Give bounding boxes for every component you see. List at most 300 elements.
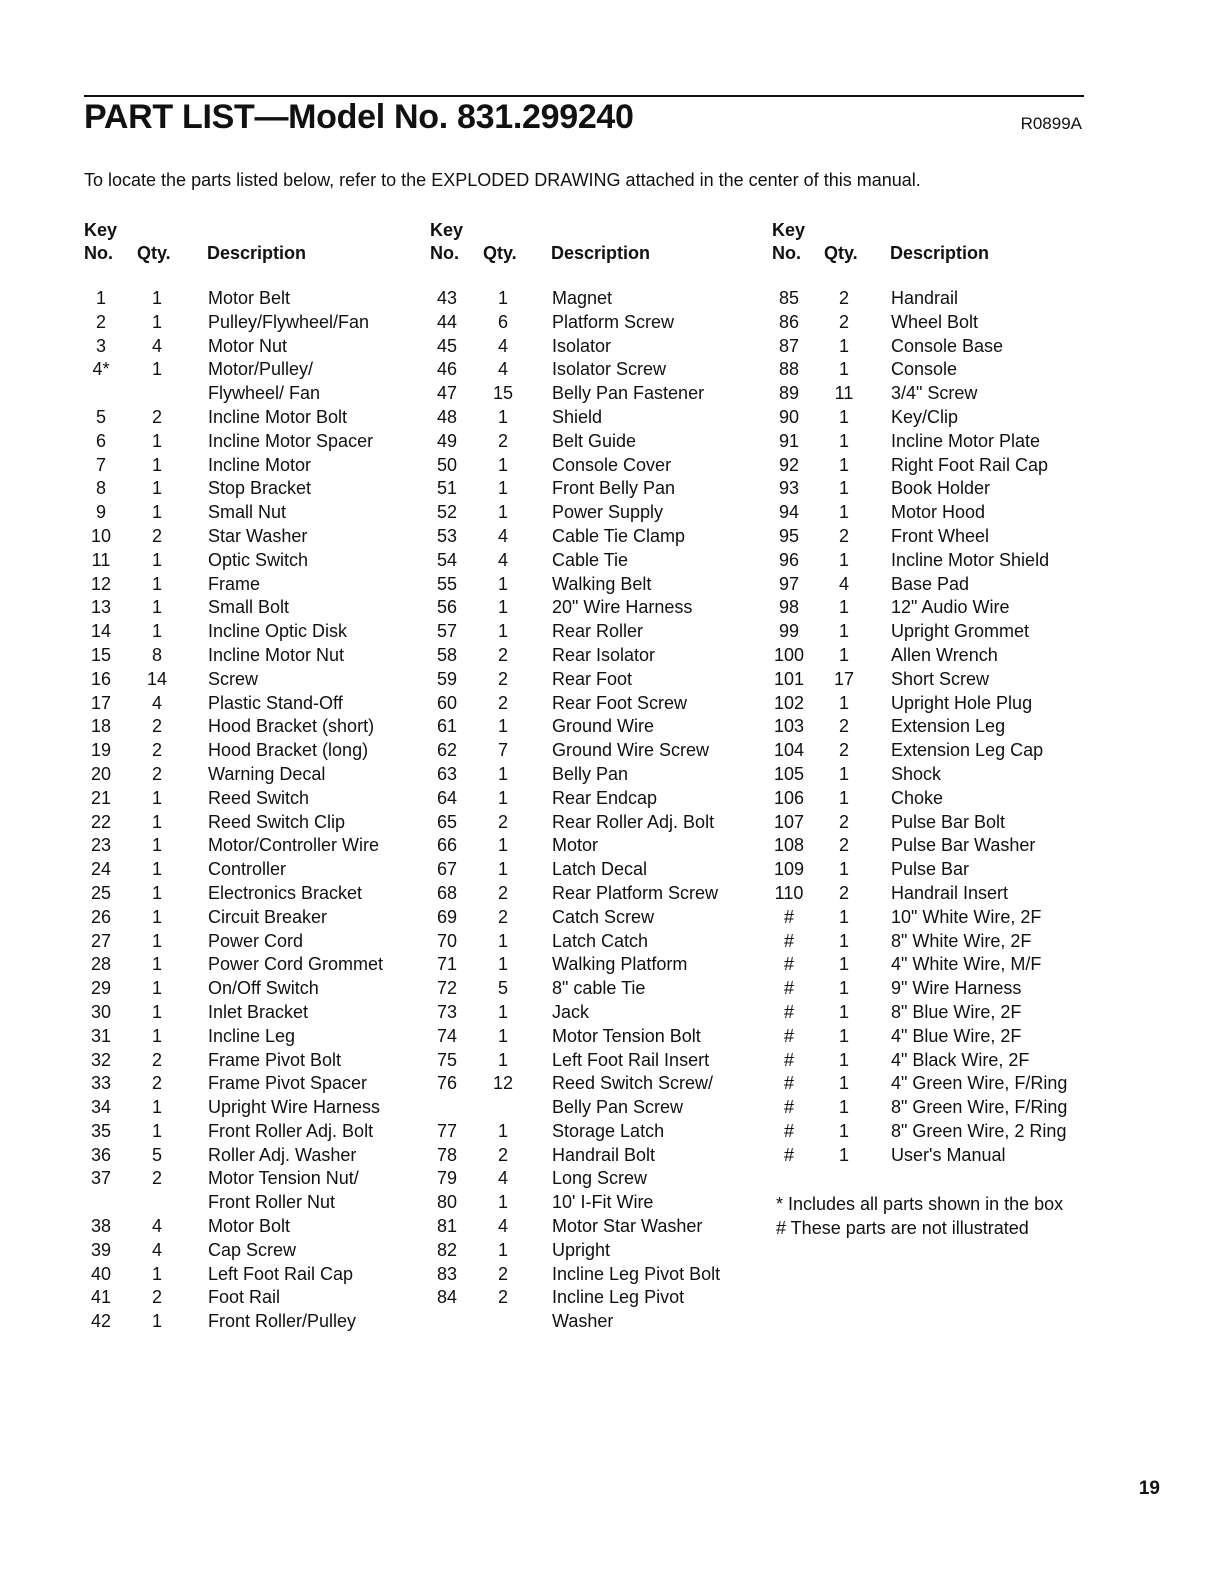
part-qty: 1 (838, 1073, 849, 1094)
part-key-number: 53 (436, 525, 458, 546)
part-qty: 1 (838, 502, 849, 523)
part-key-number: 48 (436, 406, 458, 427)
part-qty: 1 (151, 311, 162, 332)
part-description: Flywheel/ Fan (208, 383, 321, 404)
part-qty: 1 (497, 621, 508, 642)
part-qty: 4 (497, 1168, 508, 1189)
part-description: Power Cord Grommet (208, 954, 384, 975)
part-key-number: 40 (90, 1263, 112, 1284)
part-qty: 1 (497, 1049, 508, 1070)
part-description: Washer (552, 1311, 614, 1332)
part-key-number: 23 (90, 835, 112, 856)
part-key-number: 31 (90, 1025, 112, 1046)
part-key-number: # (783, 1025, 794, 1046)
part-qty: 1 (497, 478, 508, 499)
part-description: Incline Leg Pivot (552, 1287, 685, 1308)
part-key-number: 74 (436, 1025, 458, 1046)
part-key-number: # (783, 954, 794, 975)
part-description: Optic Switch (208, 549, 309, 570)
part-description: 3/4" Screw (891, 383, 978, 404)
part-qty: 2 (838, 716, 849, 737)
part-description: Small Bolt (208, 597, 290, 618)
part-key-number: 69 (436, 906, 458, 927)
part-qty: 4 (497, 335, 508, 356)
part-key-number: 95 (778, 525, 800, 546)
part-description: Motor Tension Bolt (552, 1025, 701, 1046)
part-qty: 2 (838, 311, 849, 332)
part-description: 4" Green Wire, F/Ring (891, 1073, 1068, 1094)
part-key-number: 19 (90, 740, 112, 761)
part-qty: 1 (497, 859, 508, 880)
part-key-number: 33 (90, 1073, 112, 1094)
part-key-number: 96 (778, 549, 800, 570)
part-description: Handrail Insert (891, 882, 1009, 903)
part-key-number: 30 (90, 1001, 112, 1022)
part-qty: 1 (151, 906, 162, 927)
part-qty: 1 (838, 859, 849, 880)
part-qty: 1 (151, 811, 162, 832)
part-key-number: 6 (95, 430, 106, 451)
part-key-number: 44 (436, 311, 458, 332)
part-description: Circuit Breaker (208, 906, 328, 927)
part-key-number: 28 (90, 954, 112, 975)
part-key-number: 70 (436, 930, 458, 951)
part-description: Catch Screw (552, 906, 655, 927)
part-qty: 4 (838, 573, 849, 594)
part-qty: 1 (151, 573, 162, 594)
header-qty: Qty. (137, 243, 171, 263)
part-description: Small Nut (208, 502, 287, 523)
part-qty: 1 (497, 787, 508, 808)
part-qty: 4 (151, 1216, 162, 1237)
part-qty: 2 (838, 525, 849, 546)
part-key-number: 100 (773, 644, 805, 665)
part-qty: 1 (497, 1192, 508, 1213)
part-key-number: # (783, 930, 794, 951)
part-key-number: 77 (436, 1120, 458, 1141)
part-description: Motor Tension Nut/ (208, 1168, 359, 1189)
part-description: Key/Clip (891, 406, 959, 427)
part-description: Rear Endcap (552, 787, 658, 808)
part-description: Base Pad (891, 573, 970, 594)
part-key-number: 8 (95, 478, 106, 499)
part-key-number: 42 (90, 1311, 112, 1332)
part-description: 20" Wire Harness (552, 597, 693, 618)
part-qty: 1 (151, 954, 162, 975)
footnote-asterisk: * Includes all parts shown in the box (776, 1194, 1064, 1214)
part-key-number: 24 (90, 859, 112, 880)
part-qty: 1 (151, 1025, 162, 1046)
part-description: Incline Motor Shield (891, 549, 1050, 570)
part-description: Belt Guide (552, 430, 637, 451)
part-description: Motor Hood (891, 502, 986, 523)
part-qty: 2 (497, 430, 508, 451)
part-description: Shield (552, 406, 603, 427)
part-description: Front Belly Pan (552, 478, 676, 499)
part-description: Magnet (552, 288, 613, 308)
part-key-number: 85 (778, 288, 800, 308)
part-qty: 5 (151, 1144, 162, 1165)
part-qty: 1 (838, 930, 849, 951)
part-qty: 2 (497, 668, 508, 689)
part-key-number: 46 (436, 359, 458, 380)
part-qty: 4 (151, 1239, 162, 1260)
part-description: Latch Catch (552, 930, 649, 951)
part-description: Latch Decal (552, 859, 648, 880)
part-key-number: 107 (773, 811, 805, 832)
part-qty: 1 (151, 930, 162, 951)
part-description: Rear Roller (552, 621, 644, 642)
part-key-number: 98 (778, 597, 800, 618)
part-description: Reed Switch (208, 787, 310, 808)
part-description: Left Foot Rail Insert (552, 1049, 710, 1070)
part-qty: 1 (497, 406, 508, 427)
part-key-number: 89 (778, 383, 800, 404)
part-qty: 1 (838, 1144, 849, 1165)
part-key-number: 92 (778, 454, 800, 475)
part-key-number: 72 (436, 978, 458, 999)
header-key: Key (772, 220, 806, 240)
part-key-number: 102 (773, 692, 805, 713)
part-description: Ground Wire Screw (552, 740, 710, 761)
part-description: Frame (208, 573, 261, 594)
part-qty: 2 (151, 1073, 162, 1094)
part-description: 8" Green Wire, F/Ring (891, 1097, 1068, 1118)
part-key-number: 71 (436, 954, 458, 975)
part-key-number: 73 (436, 1001, 458, 1022)
part-qty: 1 (838, 621, 849, 642)
part-key-number: 14 (90, 621, 112, 642)
part-key-number: 63 (436, 763, 458, 784)
part-qty: 1 (151, 502, 162, 523)
part-description: Right Foot Rail Cap (891, 454, 1049, 475)
part-description: Belly Pan Fastener (552, 383, 705, 404)
part-key-number: 7 (95, 454, 106, 475)
part-qty: 2 (151, 763, 162, 784)
part-key-number: 11 (91, 549, 111, 570)
part-key-number: 101 (773, 668, 805, 689)
part-key-number: 105 (773, 763, 805, 784)
part-description: 12" Audio Wire (891, 597, 1010, 618)
part-key-number: 87 (778, 335, 800, 356)
part-key-number: 82 (436, 1239, 458, 1260)
part-key-number: 26 (90, 906, 112, 927)
part-description: Handrail (891, 288, 959, 308)
part-description: Frame Pivot Bolt (208, 1049, 342, 1070)
part-description: Short Screw (891, 668, 990, 689)
part-qty: 2 (838, 288, 849, 308)
part-qty: 4 (497, 525, 508, 546)
part-description: Star Washer (208, 525, 308, 546)
part-qty: 1 (838, 644, 849, 665)
part-key-number: 93 (778, 478, 800, 499)
part-qty: 4 (151, 335, 162, 356)
part-description: Upright Hole Plug (891, 692, 1033, 713)
page-title: PART LIST—Model No. 831.299240 (84, 98, 634, 136)
part-key-number: 65 (436, 811, 458, 832)
part-qty: 1 (497, 454, 508, 475)
part-key-number: # (783, 1049, 794, 1070)
part-qty: 1 (497, 930, 508, 951)
part-description: Inlet Bracket (208, 1001, 309, 1022)
part-qty: 1 (497, 716, 508, 737)
part-qty: 2 (151, 716, 162, 737)
part-description: Motor Nut (208, 335, 288, 356)
part-description: Controller (208, 859, 287, 880)
part-key-number: 12 (90, 573, 112, 594)
part-key-number: 16 (90, 668, 112, 689)
part-description: Incline Motor (208, 454, 312, 475)
part-key-number: 38 (90, 1216, 112, 1237)
part-description: Motor Belt (208, 288, 291, 308)
part-key-number: 64 (436, 787, 458, 808)
part-key-number: 4* (92, 359, 110, 380)
part-description: Frame Pivot Spacer (208, 1073, 368, 1094)
part-qty: 4 (497, 1216, 508, 1237)
part-description: Power Cord (208, 930, 304, 951)
part-qty: 1 (151, 454, 162, 475)
part-qty: 7 (497, 740, 508, 761)
part-key-number: # (783, 1120, 794, 1141)
part-key-number: 25 (90, 882, 112, 903)
part-description: Belly Pan Screw (552, 1097, 684, 1118)
part-description: 8" cable Tie (552, 978, 646, 999)
part-qty: 1 (497, 597, 508, 618)
part-description: Incline Motor Bolt (208, 406, 348, 427)
part-qty: 1 (151, 859, 162, 880)
part-qty: 1 (838, 1025, 849, 1046)
part-description: 9" Wire Harness (891, 978, 1022, 999)
part-qty: 1 (497, 763, 508, 784)
part-description: Rear Roller Adj. Bolt (552, 811, 715, 832)
part-description: Pulse Bar Washer (891, 835, 1036, 856)
part-description: Screw (208, 668, 259, 689)
part-qty: 1 (497, 288, 508, 308)
part-key-number: 58 (436, 644, 458, 665)
part-key-number: 29 (90, 978, 112, 999)
part-key-number: 108 (773, 835, 805, 856)
part-qty: 1 (838, 978, 849, 999)
part-description: Pulse Bar Bolt (891, 811, 1006, 832)
part-description: Pulse Bar (891, 859, 970, 880)
part-qty: 1 (838, 335, 849, 356)
part-description: Extension Leg (891, 716, 1006, 737)
part-description: Plastic Stand-Off (208, 692, 343, 713)
part-key-number: 103 (773, 716, 805, 737)
part-key-number: 50 (436, 454, 458, 475)
part-key-number: 66 (436, 835, 458, 856)
header-description: Description (207, 243, 307, 263)
part-key-number: 45 (436, 335, 458, 356)
part-description: Pulley/Flywheel/Fan (208, 311, 370, 332)
part-qty: 1 (151, 288, 162, 308)
header-description: Description (551, 243, 651, 263)
part-qty: 2 (838, 740, 849, 761)
part-description: Storage Latch (552, 1120, 665, 1141)
part-qty: 1 (838, 430, 849, 451)
part-key-number: 37 (90, 1168, 112, 1189)
part-key-number: 81 (436, 1216, 458, 1237)
part-qty: 2 (497, 1144, 508, 1165)
part-key-number: 27 (90, 930, 112, 951)
part-description: Incline Leg (208, 1025, 296, 1046)
part-qty: 12 (492, 1073, 514, 1094)
part-key-number: 78 (436, 1144, 458, 1165)
part-qty: 2 (151, 1168, 162, 1189)
part-description: Upright Wire Harness (208, 1097, 381, 1118)
part-description: Console Cover (552, 454, 672, 475)
part-key-number: 97 (778, 573, 800, 594)
part-description: Motor/Pulley/ (208, 359, 314, 380)
part-description: 4" White Wire, M/F (891, 954, 1042, 975)
part-description: 4" Black Wire, 2F (891, 1049, 1030, 1070)
part-description: Rear Foot (552, 668, 633, 689)
part-description: Warning Decal (208, 763, 326, 784)
part-key-number: 21 (90, 787, 112, 808)
part-description: Cap Screw (208, 1239, 297, 1260)
part-key-number: # (783, 1144, 794, 1165)
part-qty: 1 (151, 1120, 162, 1141)
part-key-number: 83 (436, 1263, 458, 1284)
part-qty: 1 (838, 692, 849, 713)
part-qty: 1 (151, 430, 162, 451)
header-qty: Qty. (824, 243, 858, 263)
part-qty: 1 (838, 906, 849, 927)
part-qty: 4 (151, 692, 162, 713)
part-description: Front Roller Adj. Bolt (208, 1120, 374, 1141)
part-qty: 2 (838, 882, 849, 903)
part-description: Foot Rail (208, 1287, 281, 1308)
part-qty: 1 (151, 621, 162, 642)
part-key-number: 18 (90, 716, 112, 737)
part-qty: 2 (497, 1287, 508, 1308)
part-key-number: 20 (90, 763, 112, 784)
part-description: Jack (552, 1001, 590, 1022)
part-description: Cable Tie Clamp (552, 525, 686, 546)
part-description: User's Manual (891, 1144, 1006, 1165)
part-description: Reed Switch Clip (208, 811, 346, 832)
part-description: Console Base (891, 335, 1004, 356)
part-key-number: 110 (774, 882, 804, 903)
part-key-number: 80 (436, 1192, 458, 1213)
part-key-number: # (783, 1097, 794, 1118)
part-qty: 1 (151, 1263, 162, 1284)
part-description: Incline Motor Spacer (208, 430, 374, 451)
part-key-number: 104 (773, 740, 805, 761)
part-description: 8" Blue Wire, 2F (891, 1001, 1022, 1022)
part-qty: 1 (838, 1001, 849, 1022)
part-qty: 2 (151, 1049, 162, 1070)
part-key-number: 2 (95, 311, 106, 332)
part-description: 8" White Wire, 2F (891, 930, 1032, 951)
part-qty: 2 (497, 882, 508, 903)
part-description: Allen Wrench (891, 644, 998, 665)
part-key-number: 10 (90, 525, 112, 546)
part-key-number: 84 (436, 1287, 458, 1308)
part-description: Shock (891, 763, 942, 784)
part-description: Long Screw (552, 1168, 648, 1189)
part-key-number: 5 (95, 406, 106, 427)
part-key-number: 22 (90, 811, 112, 832)
part-qty: 1 (151, 597, 162, 618)
part-qty: 1 (151, 978, 162, 999)
part-qty: 1 (151, 359, 162, 380)
part-key-number: 57 (436, 621, 458, 642)
part-key-number: 88 (778, 359, 800, 380)
part-key-number: # (783, 1073, 794, 1094)
part-description: Left Foot Rail Cap (208, 1263, 354, 1284)
part-key-number: 62 (436, 740, 458, 761)
part-description: Handrail Bolt (552, 1144, 656, 1165)
part-qty: 14 (146, 668, 168, 689)
part-qty: 1 (838, 1049, 849, 1070)
part-key-number: # (783, 1001, 794, 1022)
part-key-number: # (783, 978, 794, 999)
part-key-number: 59 (436, 668, 458, 689)
part-qty: 1 (838, 359, 849, 380)
part-qty: 2 (497, 644, 508, 665)
part-qty: 1 (497, 502, 508, 523)
intro-text: To locate the parts listed below, refer to the EXPLODED DRAWING attached in the center of this manual. (84, 170, 921, 190)
part-key-number: 13 (90, 597, 112, 618)
part-description: Rear Platform Screw (552, 882, 719, 903)
header-no: No. (430, 243, 459, 263)
part-key-number: 43 (436, 288, 458, 308)
part-description: Isolator Screw (552, 359, 667, 380)
part-description: 8" Green Wire, 2 Ring (891, 1120, 1067, 1141)
part-key-number: 51 (436, 478, 458, 499)
part-description: On/Off Switch (208, 978, 319, 999)
part-description: Platform Screw (552, 311, 675, 332)
part-description: Electronics Bracket (208, 882, 363, 903)
part-qty: 6 (497, 311, 508, 332)
part-description: Choke (891, 787, 944, 808)
header-qty: Qty. (483, 243, 517, 263)
part-description: Front Roller/Pulley (208, 1311, 357, 1332)
part-description: Power Supply (552, 502, 664, 523)
part-qty: 1 (497, 1239, 508, 1260)
part-description: Wheel Bolt (891, 311, 979, 332)
part-qty: 1 (151, 787, 162, 808)
part-qty: 1 (497, 1120, 508, 1141)
part-qty: 1 (151, 1311, 162, 1332)
part-key-number: 39 (90, 1239, 112, 1260)
part-description: Upright Grommet (891, 621, 1030, 642)
top-rule (84, 95, 1084, 97)
part-qty: 2 (151, 406, 162, 427)
part-qty: 1 (497, 1025, 508, 1046)
part-description: Incline Motor Plate (891, 430, 1041, 451)
part-qty: 1 (838, 954, 849, 975)
document-code: R0899A (1020, 114, 1082, 133)
part-description: Roller Adj. Washer (208, 1144, 357, 1165)
part-key-number: 54 (436, 549, 458, 570)
part-description: 10" White Wire, 2F (891, 906, 1042, 927)
part-qty: 1 (838, 763, 849, 784)
part-description: Incline Leg Pivot Bolt (552, 1263, 721, 1284)
part-description: Hood Bracket (long) (208, 740, 369, 761)
part-qty: 1 (497, 835, 508, 856)
part-key-number: 75 (436, 1049, 458, 1070)
part-key-number: 9 (95, 502, 106, 523)
part-description: Rear Foot Screw (552, 692, 688, 713)
footnotes (776, 1192, 1076, 1240)
part-qty: 2 (497, 811, 508, 832)
part-key-number: 3 (95, 335, 106, 356)
part-qty: 2 (838, 811, 849, 832)
part-key-number: 1 (95, 288, 106, 308)
part-key-number: 76 (436, 1073, 458, 1094)
